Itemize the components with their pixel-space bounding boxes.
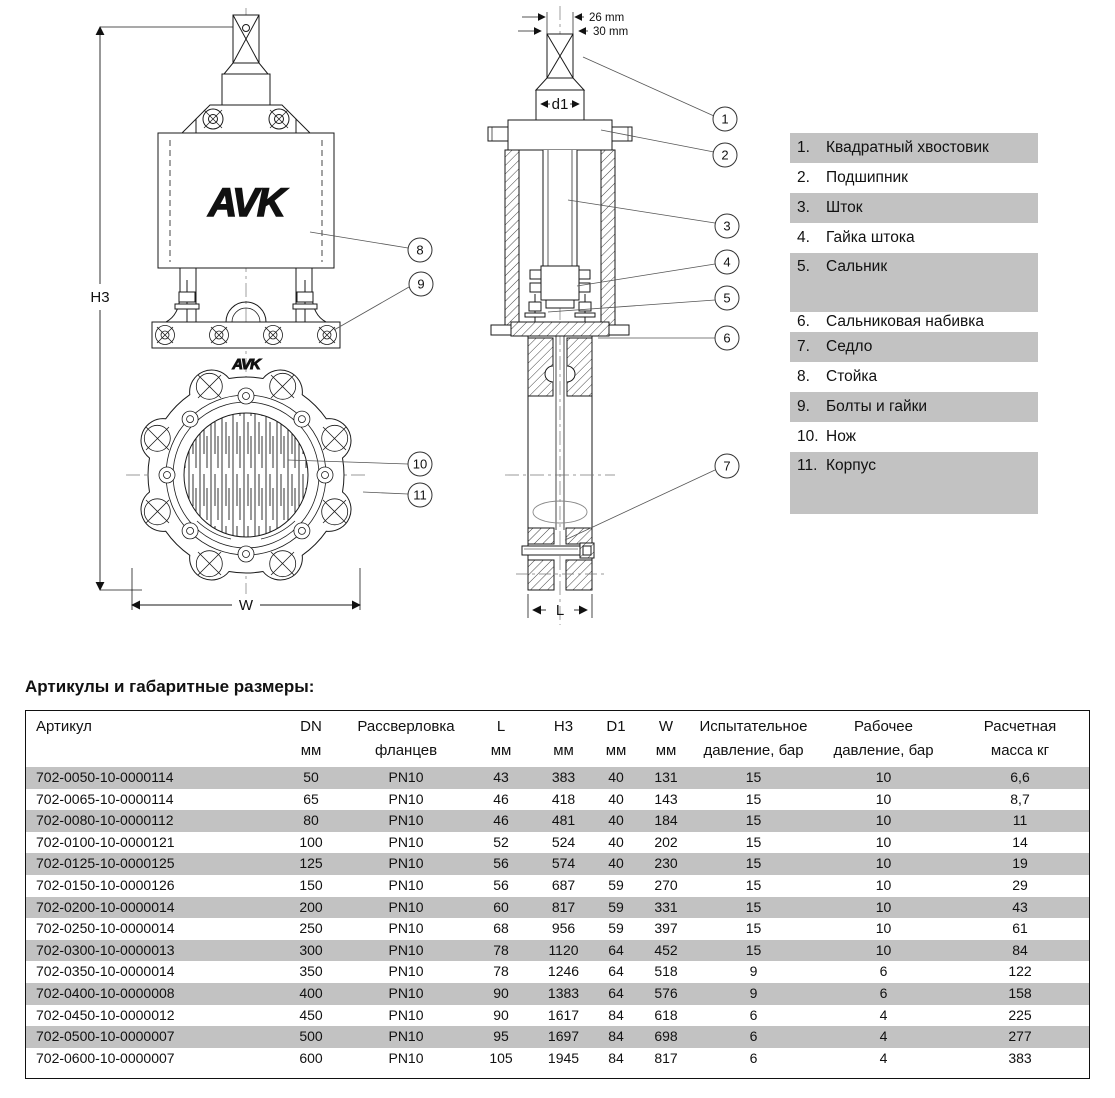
table-cell: 143 bbox=[654, 790, 678, 807]
table-cell: 702-0250-10-0000014 bbox=[36, 920, 175, 937]
table-title: Артикулы и габаритные размеры: bbox=[25, 677, 315, 696]
table-cell: 184 bbox=[654, 812, 678, 829]
table-cell: 158 bbox=[1008, 984, 1032, 1001]
table-cell: 6 bbox=[749, 1049, 758, 1066]
svg-text:8: 8 bbox=[416, 242, 424, 258]
table-cell: 8,7 bbox=[1010, 790, 1030, 807]
table-row bbox=[26, 1026, 1089, 1048]
table-row bbox=[26, 897, 1089, 919]
table-cell: 90 bbox=[493, 984, 509, 1001]
svg-text:1: 1 bbox=[721, 111, 729, 127]
table-cell: 40 bbox=[608, 855, 624, 872]
table-cell: 60 bbox=[493, 898, 509, 915]
table-cell: 65 bbox=[303, 790, 319, 807]
col-w: W мм bbox=[655, 718, 677, 759]
col-l: L мм bbox=[490, 718, 512, 759]
table-cell: 956 bbox=[551, 920, 576, 937]
table-cell: 9 bbox=[749, 984, 758, 1001]
table-cell: 64 bbox=[608, 941, 624, 958]
table-row bbox=[26, 853, 1089, 875]
table-cell: 15 bbox=[745, 812, 762, 829]
table-cell: 418 bbox=[551, 790, 576, 807]
stem-rod bbox=[543, 150, 577, 268]
table-cell: 331 bbox=[654, 898, 678, 915]
table-cell: 105 bbox=[489, 1049, 513, 1066]
table-cell: 524 bbox=[551, 833, 576, 850]
table-cell: 14 bbox=[1012, 833, 1028, 850]
table-cell: 4 bbox=[879, 1049, 888, 1066]
col-mass: Расчетная масса кг bbox=[983, 718, 1057, 759]
table-cell: 43 bbox=[1012, 898, 1028, 915]
callout-9 bbox=[409, 272, 433, 296]
legend-item: 11. Корпус bbox=[790, 452, 1038, 514]
parts-legend bbox=[790, 133, 1038, 514]
table-cell: 817 bbox=[654, 1049, 678, 1066]
h3-label: H3 bbox=[90, 289, 110, 306]
table-row bbox=[26, 810, 1089, 832]
table-cell: 50 bbox=[303, 769, 319, 785]
table-cell: 702-0050-10-0000114 bbox=[36, 769, 174, 785]
table-cell: 6 bbox=[879, 984, 888, 1001]
table-cell: 350 bbox=[299, 963, 323, 980]
legend-item: 8. Стойка bbox=[797, 368, 878, 385]
table-cell: 84 bbox=[1012, 941, 1028, 958]
table-cell: 19 bbox=[1012, 855, 1028, 872]
table-cell: PN10 bbox=[388, 1049, 424, 1066]
table-cell: 84 bbox=[608, 1006, 624, 1023]
knife-disc bbox=[184, 413, 308, 537]
table-cell: 817 bbox=[551, 898, 576, 915]
legend-label: Гайка штока bbox=[826, 229, 915, 246]
table-cell: 576 bbox=[654, 984, 678, 1001]
table-cell: 6 bbox=[879, 963, 888, 980]
table-cell: 702-0125-10-0000125 bbox=[36, 855, 175, 872]
table-header bbox=[26, 711, 1089, 767]
table-row bbox=[26, 789, 1089, 811]
table-cell: 200 bbox=[299, 898, 323, 915]
w-label: W bbox=[238, 597, 254, 614]
table-cell: 15 bbox=[745, 833, 762, 850]
table-cell: 6 bbox=[749, 1028, 758, 1045]
table-cell: PN10 bbox=[388, 769, 424, 785]
table-cell: 10 bbox=[875, 769, 892, 785]
legend-item: 9. Болты и гайки bbox=[790, 392, 1038, 422]
table-body bbox=[26, 767, 1089, 1069]
table-cell: 500 bbox=[299, 1028, 323, 1045]
legend-label: Корпус bbox=[826, 457, 876, 474]
table-cell: PN10 bbox=[388, 1028, 424, 1045]
table-row bbox=[26, 832, 1089, 854]
legend-label: Подшипник bbox=[826, 169, 908, 186]
callout-11 bbox=[408, 483, 432, 507]
table-cell: 10 bbox=[875, 790, 892, 807]
table-cell: 131 bbox=[654, 769, 678, 785]
svg-text:10: 10 bbox=[412, 456, 428, 472]
col-dn: DN мм bbox=[300, 718, 322, 759]
callout-8 bbox=[408, 238, 432, 262]
table-cell: PN10 bbox=[388, 963, 424, 980]
table-cell: 300 bbox=[299, 941, 323, 958]
table-cell: 46 bbox=[493, 812, 509, 829]
table-cell: 4 bbox=[879, 1028, 888, 1045]
legend-item: 4. Гайка штока bbox=[797, 229, 915, 246]
table-cell: 10 bbox=[875, 876, 892, 893]
table-cell: 78 bbox=[493, 963, 509, 980]
legend-label: Квадратный хвостовик bbox=[826, 139, 989, 156]
table-cell: 10 bbox=[875, 812, 892, 829]
svg-text:3: 3 bbox=[723, 218, 731, 234]
legend-item: 10. Нож bbox=[797, 428, 857, 445]
table-cell: 1246 bbox=[547, 963, 580, 980]
table-cell: 702-0400-10-0000008 bbox=[36, 984, 175, 1001]
table-cell: 122 bbox=[1008, 963, 1032, 980]
table-cell: 518 bbox=[654, 963, 678, 980]
table-cell: 225 bbox=[1008, 1006, 1032, 1023]
table-cell: 10 bbox=[875, 833, 892, 850]
avk-logo: AVK bbox=[208, 181, 284, 225]
table-cell: 702-0300-10-0000013 bbox=[36, 941, 175, 958]
table-cell: 15 bbox=[745, 920, 762, 937]
legend-item: 2. Подшипник bbox=[797, 169, 908, 186]
table-cell: 1383 bbox=[547, 984, 580, 1001]
table-cell: 10 bbox=[875, 920, 892, 937]
table-cell: 64 bbox=[608, 963, 624, 980]
avk-logo-small: AVK bbox=[232, 356, 260, 373]
legend-item: 6. Сальниковая набивка bbox=[797, 313, 984, 330]
table-cell: 15 bbox=[745, 876, 762, 893]
table-cell: PN10 bbox=[388, 812, 424, 829]
legend-label: Сальник bbox=[826, 258, 888, 275]
table-cell: 125 bbox=[299, 855, 323, 872]
table-cell: PN10 bbox=[388, 876, 424, 893]
table-cell: 202 bbox=[654, 833, 678, 850]
table-cell: 1945 bbox=[547, 1049, 580, 1066]
table-cell: 80 bbox=[303, 812, 319, 829]
seat-bolt bbox=[522, 543, 594, 558]
table-cell: 40 bbox=[608, 769, 624, 785]
table-cell: 100 bbox=[299, 833, 323, 850]
table-cell: 698 bbox=[654, 1028, 678, 1045]
legend-label: Нож bbox=[826, 428, 857, 445]
callout-6 bbox=[715, 326, 739, 350]
table-cell: 574 bbox=[551, 855, 576, 872]
table-cell: 56 bbox=[493, 876, 509, 893]
table-cell: 84 bbox=[608, 1049, 624, 1066]
table-cell: 383 bbox=[551, 769, 576, 785]
table-cell: PN10 bbox=[388, 790, 424, 807]
table-cell: 1120 bbox=[548, 941, 579, 958]
table-row bbox=[26, 918, 1089, 940]
table-cell: 687 bbox=[551, 876, 576, 893]
callout-10 bbox=[408, 452, 432, 476]
table-cell: 59 bbox=[608, 876, 624, 893]
table-cell: PN10 bbox=[388, 920, 424, 937]
callout-2 bbox=[713, 143, 737, 167]
table-cell: 40 bbox=[608, 812, 624, 829]
table-cell: 40 bbox=[608, 790, 624, 807]
table-cell: 250 bbox=[299, 920, 323, 937]
col-drilling: Рассверловка фланцев bbox=[357, 718, 455, 759]
table-cell: 1617 bbox=[547, 1006, 580, 1023]
dimensions-table bbox=[25, 710, 1090, 1079]
table-cell: 230 bbox=[654, 855, 678, 872]
table-cell: 702-0200-10-0000014 bbox=[36, 898, 175, 915]
table-row bbox=[26, 767, 1089, 789]
callout-4 bbox=[715, 250, 739, 274]
table-cell: PN10 bbox=[388, 984, 424, 1001]
table-cell: 6,6 bbox=[1010, 769, 1030, 785]
table-row bbox=[26, 1005, 1089, 1027]
svg-text:4: 4 bbox=[723, 254, 731, 270]
table-cell: 270 bbox=[654, 876, 678, 893]
table-cell: 15 bbox=[745, 898, 762, 915]
table-cell: 43 bbox=[493, 769, 509, 785]
col-h3: H3 мм bbox=[553, 718, 574, 759]
table-cell: 59 bbox=[608, 898, 624, 915]
legend-item: 5. Сальник bbox=[790, 253, 1038, 312]
col-artikul: Артикул bbox=[36, 718, 92, 735]
l-label: L bbox=[555, 602, 565, 619]
callout-7 bbox=[715, 454, 739, 478]
table-cell: 702-0080-10-0000112 bbox=[36, 812, 174, 829]
dim-30mm: 30 mm bbox=[593, 26, 629, 38]
table-cell: 400 bbox=[299, 984, 323, 1001]
table-cell: 4 bbox=[879, 1006, 888, 1023]
table-cell: 15 bbox=[745, 941, 762, 958]
table-cell: 702-0600-10-0000007 bbox=[36, 1049, 175, 1066]
table-row bbox=[26, 983, 1089, 1005]
table-cell: 29 bbox=[1012, 876, 1028, 893]
svg-text:5: 5 bbox=[723, 290, 731, 306]
table-cell: 10 bbox=[875, 855, 892, 872]
svg-text:2: 2 bbox=[721, 147, 729, 163]
callout-3 bbox=[715, 214, 739, 238]
svg-text:6: 6 bbox=[723, 330, 731, 346]
col-test-pressure: Испытательное давление, бар bbox=[699, 718, 808, 759]
table-cell: 90 bbox=[493, 1006, 509, 1023]
table-row bbox=[26, 961, 1089, 983]
table-cell: PN10 bbox=[388, 898, 424, 915]
stem-width-dims bbox=[518, 12, 588, 34]
front-view bbox=[82, 8, 366, 614]
table-cell: 452 bbox=[654, 941, 678, 958]
table-cell: PN10 bbox=[388, 941, 424, 958]
legend-label: Седло bbox=[826, 338, 873, 355]
svg-text:7: 7 bbox=[723, 458, 731, 474]
legend-label: Шток bbox=[826, 199, 863, 216]
table-cell: 702-0500-10-0000007 bbox=[36, 1028, 175, 1045]
table-cell: 84 bbox=[608, 1028, 624, 1045]
svg-text:11: 11 bbox=[413, 487, 427, 503]
table-cell: 46 bbox=[493, 790, 509, 807]
table-cell: 15 bbox=[745, 790, 762, 807]
table-cell: 10 bbox=[875, 898, 892, 915]
legend-label: Сальниковая набивка bbox=[826, 313, 984, 330]
table-cell: 64 bbox=[608, 984, 624, 1001]
table-cell: 95 bbox=[493, 1028, 509, 1045]
table-cell: 56 bbox=[493, 855, 509, 872]
table-cell: PN10 bbox=[388, 1006, 424, 1023]
table-cell: 702-0450-10-0000012 bbox=[36, 1006, 175, 1023]
table-cell: PN10 bbox=[388, 855, 424, 872]
table-cell: 702-0100-10-0000121 bbox=[36, 833, 175, 850]
table-cell: 397 bbox=[654, 920, 678, 937]
legend-item: 1. Квадратный хвостовик bbox=[790, 133, 1038, 163]
table-cell: 702-0065-10-0000114 bbox=[36, 790, 174, 807]
callout-5 bbox=[715, 286, 739, 310]
table-cell: 150 bbox=[299, 876, 323, 893]
table-cell: 10 bbox=[875, 941, 892, 958]
table-cell: 6 bbox=[749, 1006, 758, 1023]
table-cell: 618 bbox=[654, 1006, 678, 1023]
table-row bbox=[26, 940, 1089, 962]
callout-1 bbox=[713, 107, 737, 131]
table-cell: 277 bbox=[1008, 1028, 1032, 1045]
legend-label: Стойка bbox=[826, 368, 878, 385]
table-cell: 481 bbox=[551, 812, 576, 829]
table-cell: 15 bbox=[745, 769, 762, 785]
table-row bbox=[26, 1048, 1089, 1070]
table-cell: 1697 bbox=[547, 1028, 580, 1045]
table-cell: 78 bbox=[493, 941, 509, 958]
dim-26mm: 26 mm bbox=[589, 12, 625, 24]
table-cell: 9 bbox=[749, 963, 758, 980]
table-cell: 702-0150-10-0000126 bbox=[36, 876, 175, 893]
d1-label: d1 bbox=[551, 96, 569, 113]
svg-text:9: 9 bbox=[417, 276, 425, 292]
table-cell: 68 bbox=[493, 920, 509, 937]
table-cell: 52 bbox=[493, 833, 509, 850]
col-work-pressure: Рабочее давление, бар bbox=[833, 718, 934, 759]
legend-label: Болты и гайки bbox=[826, 398, 928, 415]
legend-item: 3. Шток bbox=[790, 193, 1038, 223]
col-d1: D1 мм bbox=[605, 718, 627, 759]
table-cell: 11 bbox=[1012, 812, 1028, 829]
table-cell: 40 bbox=[608, 833, 624, 850]
table-cell: 383 bbox=[1008, 1049, 1032, 1066]
table-cell: PN10 bbox=[388, 833, 424, 850]
legend-item: 7. Седло bbox=[790, 332, 1038, 362]
table-cell: 600 bbox=[299, 1049, 323, 1066]
table-cell: 61 bbox=[1012, 920, 1028, 937]
table-row bbox=[26, 875, 1089, 897]
table-cell: 702-0350-10-0000014 bbox=[36, 963, 175, 980]
table-cell: 15 bbox=[745, 855, 762, 872]
table-cell: 59 bbox=[608, 920, 624, 937]
table-cell: 450 bbox=[299, 1006, 323, 1023]
